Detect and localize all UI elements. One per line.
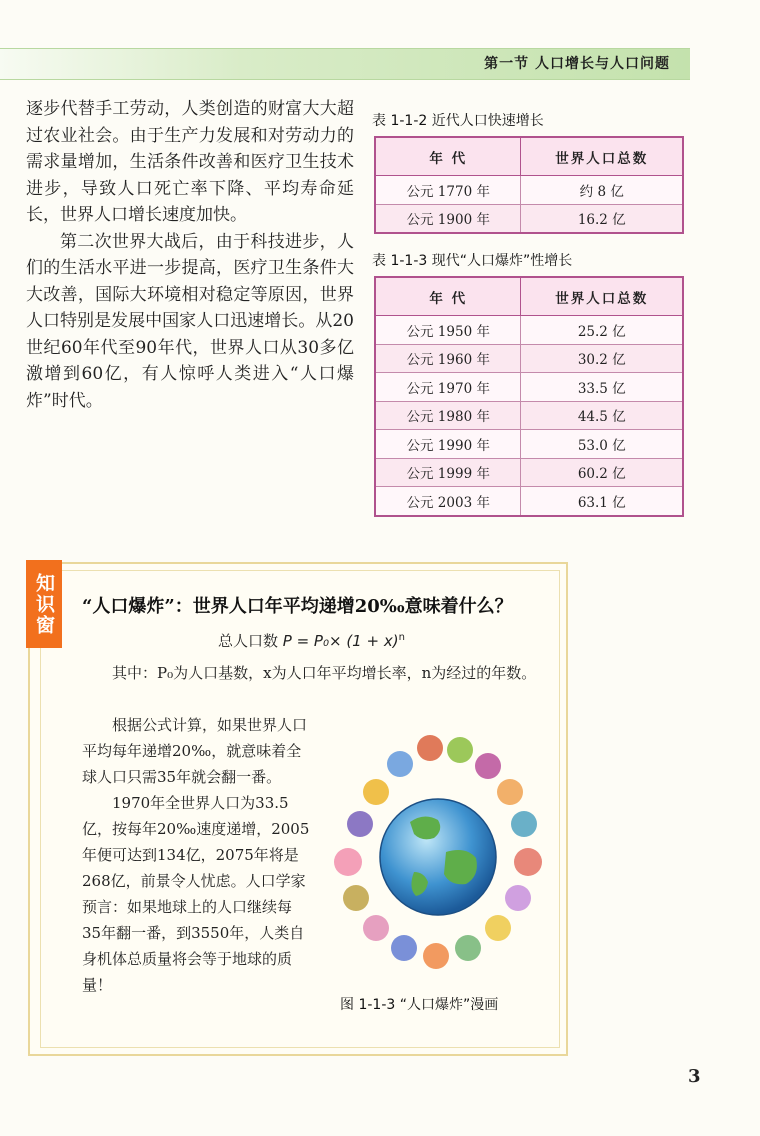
table-cell-year: 公元 1990 年 (375, 430, 521, 459)
formula-prefix: 总人口数 (218, 632, 283, 650)
table-cell-population: 约 8 亿 (521, 176, 683, 205)
knowledge-window-tab: 知识窗 (26, 560, 62, 648)
knowledge-paragraphs (82, 712, 310, 998)
table-cell-year: 公元 2003 年 (375, 487, 521, 516)
table-cell-year: 公元 1950 年 (375, 316, 521, 345)
table-header-row (375, 137, 683, 176)
table-cell-population: 44.5 亿 (521, 401, 683, 430)
table-cell-year: 公元 1900 年 (375, 204, 521, 233)
table-cell-population: 60.2 亿 (521, 458, 683, 487)
table-cell-year: 公元 1999 年 (375, 458, 521, 487)
table-row (375, 458, 683, 487)
table-cell-population: 63.1 亿 (521, 487, 683, 516)
table2-caption: 表 1-1-3 现代“人口爆炸”性增长 (372, 253, 573, 269)
figure-caption: 图 1-1-3 “人口爆炸”漫画 (340, 997, 499, 1013)
table-row (375, 204, 683, 233)
table-row (375, 316, 683, 345)
table-row (375, 401, 683, 430)
table-cell-year: 公元 1970 年 (375, 373, 521, 402)
table-cell-year: 公元 1770 年 (375, 176, 521, 205)
table-cell-population: 33.5 亿 (521, 373, 683, 402)
knowledge-paragraph-2: 1970年全世界人口为33.5亿，按每年20‰速度递增，2005年便可达到134亿，2075年将是268亿，前景令人忧虑。人口学家预言：如果地球上的人口继续每35年翻一番，到3550年，人类自身机体总质量将会等于地球的质量！ (82, 794, 310, 994)
table-population-explosion (374, 276, 684, 517)
page-number: 3 (688, 1066, 701, 1087)
table-modern-growth (374, 136, 684, 234)
header-band (0, 48, 690, 80)
table-cell-population: 30.2 亿 (521, 344, 683, 373)
body-paragraph-2: 第二次世界大战后，由于科技进步，人们的生活水平进一步提高，医疗卫生条件大大改善，国际大环境相对稳定等原因，世界人口特别是发展中国家人口迅速增长。从20世纪60年代至90年代，世界人口从30多亿激增到60亿，有人惊呼人类进入“人口爆炸”时代。 (26, 231, 354, 411)
table-row (375, 487, 683, 516)
globe-icon (380, 799, 496, 915)
table-row (375, 344, 683, 373)
body-text (26, 96, 354, 414)
formula-explanation-text: 其中：P₀为人口基数，x为人口年平均增长率，n为经过的年数。 (112, 664, 537, 682)
population-formula (218, 630, 405, 651)
section-title: 第一节 人口增长与人口问题 (484, 56, 670, 72)
table-header-row (375, 277, 683, 316)
formula-exponent: n (398, 632, 405, 643)
population-explosion-cartoon (318, 712, 550, 984)
table-row (375, 176, 683, 205)
knowledge-heading: “人口爆炸”：世界人口年平均递增20‰意味着什么？ (82, 596, 513, 617)
table-header-year: 年 代 (375, 277, 521, 316)
formula-explanation (82, 660, 542, 686)
body-paragraph-1: 逐步代替手工劳动，人类创造的财富大大超过农业社会。由于生产力发展和对劳动力的需求量增加，生活条件改善和医疗卫生技术进步，导致人口死亡率下降、平均寿命延长，世界人口增长速度加快。 (26, 99, 354, 225)
table-cell-year: 公元 1980 年 (375, 401, 521, 430)
table1-caption: 表 1-1-2 近代人口快速增长 (372, 113, 544, 129)
formula-expression: P = P₀× (1 + x) (282, 632, 399, 650)
table-cell-population: 25.2 亿 (521, 316, 683, 345)
table-cell-population: 53.0 亿 (521, 430, 683, 459)
table-cell-year: 公元 1960 年 (375, 344, 521, 373)
table-header-population: 世界人口总数 (521, 277, 683, 316)
table-row (375, 373, 683, 402)
table-cell-population: 16.2 亿 (521, 204, 683, 233)
table-header-year: 年 代 (375, 137, 521, 176)
table-header-population: 世界人口总数 (521, 137, 683, 176)
table-row (375, 430, 683, 459)
knowledge-paragraph-1: 根据公式计算，如果世界人口平均每年递增20‰，就意味着全球人口只需35年就会翻一番。 (82, 716, 308, 786)
continent-shape (444, 850, 477, 884)
